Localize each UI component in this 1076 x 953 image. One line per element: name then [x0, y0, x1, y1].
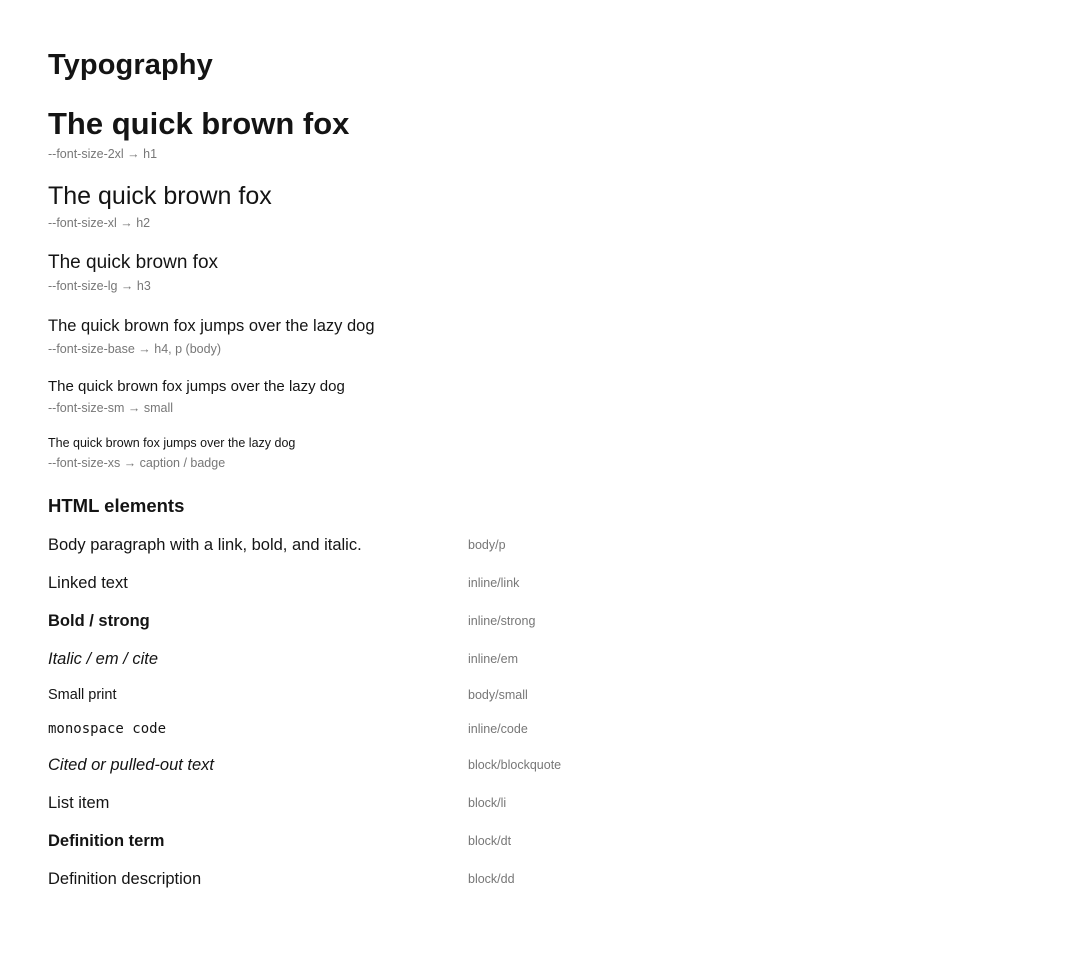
page-title: Typography: [48, 49, 213, 81]
element-row-definition-description: [48, 867, 748, 891]
element-tag-small: body/small: [468, 688, 528, 702]
element-sample-link[interactable]: Linked text: [48, 574, 128, 592]
type-token-sm: --font-size-sm → small: [48, 401, 174, 415]
type-sample-xs: The quick brown fox jumps over the lazy dog: [48, 436, 296, 450]
element-row-strong: [48, 609, 748, 633]
section-title-html-elements: HTML elements: [48, 495, 185, 516]
element-tag-strong: inline/strong: [468, 614, 536, 628]
type-token-xl: --font-size-xl → h2: [48, 216, 151, 230]
element-row-em: [48, 647, 748, 671]
element-tag-code: inline/code: [468, 722, 528, 736]
type-token-base: --font-size-base → h4, p (body): [48, 342, 221, 356]
element-sample-strong: Bold / strong: [48, 612, 150, 630]
element-row-link[interactable]: [48, 571, 748, 595]
element-row-small: [48, 683, 748, 707]
element-sample-definition-description: Definition description: [48, 870, 202, 888]
element-tag-list-item: block/li: [468, 796, 507, 810]
element-tag-em: inline/em: [468, 652, 519, 666]
element-row-paragraph: [48, 533, 748, 557]
element-sample-em: Italic / em / cite: [48, 650, 159, 668]
element-row-list-item: [48, 791, 748, 815]
element-tag-definition-description: block/dd: [468, 872, 515, 886]
type-sample-base: The quick brown fox jumps over the lazy dog: [48, 317, 375, 335]
element-row-code: [48, 717, 748, 741]
type-token-2xl: --font-size-2xl → h1: [48, 147, 158, 161]
element-row-definition-term: [48, 829, 748, 853]
type-token-lg: --font-size-lg → h3: [48, 279, 151, 293]
element-row-blockquote: [48, 753, 748, 777]
element-sample-paragraph: Body paragraph with a link, bold, and italic.: [48, 536, 362, 554]
element-sample-list-item: List item: [48, 794, 110, 812]
element-sample-small: Small print: [48, 687, 117, 703]
type-token-xs: --font-size-xs → caption / badge: [48, 456, 226, 470]
element-sample-code: monospace code: [48, 721, 167, 737]
element-sample-blockquote: Cited or pulled-out text: [48, 756, 215, 774]
type-sample-xl: The quick brown fox: [48, 182, 272, 210]
type-sample-sm: The quick brown fox jumps over the lazy dog: [48, 378, 345, 395]
element-tag-paragraph: body/p: [468, 538, 506, 552]
element-tag-definition-term: block/dt: [468, 834, 512, 848]
type-sample-2xl: The quick brown fox: [48, 106, 350, 141]
element-tag-blockquote: block/blockquote: [468, 758, 562, 772]
element-sample-definition-term: Definition term: [48, 832, 165, 850]
type-sample-lg: The quick brown fox: [48, 252, 219, 273]
element-tag-link: inline/link: [468, 576, 520, 590]
